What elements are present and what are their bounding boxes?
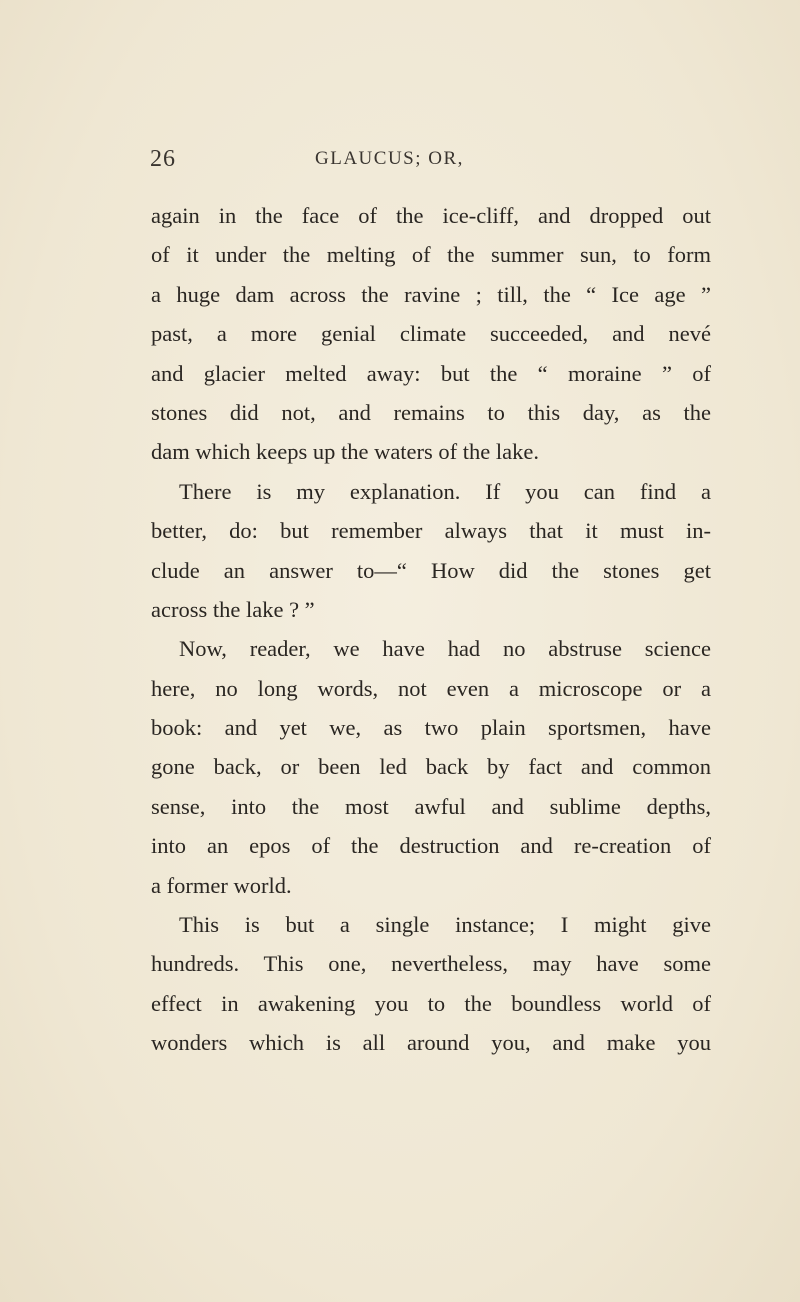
text-line: into an epos of the destruction and re-creation of — [151, 833, 711, 859]
text-line: wonders which is all around you, and make you — [151, 1030, 711, 1056]
text-line: Now, reader, we have had no abstruse science — [179, 636, 711, 662]
running-head — [0, 146, 800, 176]
text-line: here, no long words, not even a microscope or a — [151, 675, 711, 701]
body-text — [151, 196, 711, 1063]
text-line: stones did not, and remains to this day, as the — [151, 399, 711, 425]
text-line: There is my explanation. If you can find a — [179, 478, 711, 504]
text-line: This is but a single instance; I might give — [179, 912, 711, 938]
text-line: past, a more genial climate succeeded, and nevé — [151, 321, 711, 347]
text-line: clude an answer to—“ How did the stones get — [151, 557, 711, 583]
running-title: GLAUCUS; OR, — [315, 148, 464, 169]
text-line: again in the face of the ice-cliff, and dropped out — [151, 203, 711, 228]
text-line: across the lake ? ” — [151, 596, 315, 622]
text-line: book: and yet we, as two plain sportsmen, have — [151, 715, 711, 741]
page-number: 26 — [150, 146, 176, 172]
text-line: and glacier melted away: but the “ moraine ” of — [151, 360, 711, 386]
text-line: dam which keeps up the waters of the lake. — [151, 439, 539, 465]
text-line: a former world. — [151, 872, 292, 898]
text-line: hundreds. This one, nevertheless, may have some — [151, 951, 711, 977]
text-line: better, do: but remember always that it must in- — [151, 518, 711, 544]
text-line: of it under the melting of the summer sun, to form — [151, 242, 711, 268]
text-line: gone back, or been led back by fact and common — [151, 754, 711, 780]
text-line: effect in awakening you to the boundless world of — [151, 990, 711, 1016]
text-line: a huge dam across the ravine ; till, the “ Ice age ” — [151, 281, 711, 307]
text-line: sense, into the most awful and sublime depths, — [151, 793, 711, 819]
